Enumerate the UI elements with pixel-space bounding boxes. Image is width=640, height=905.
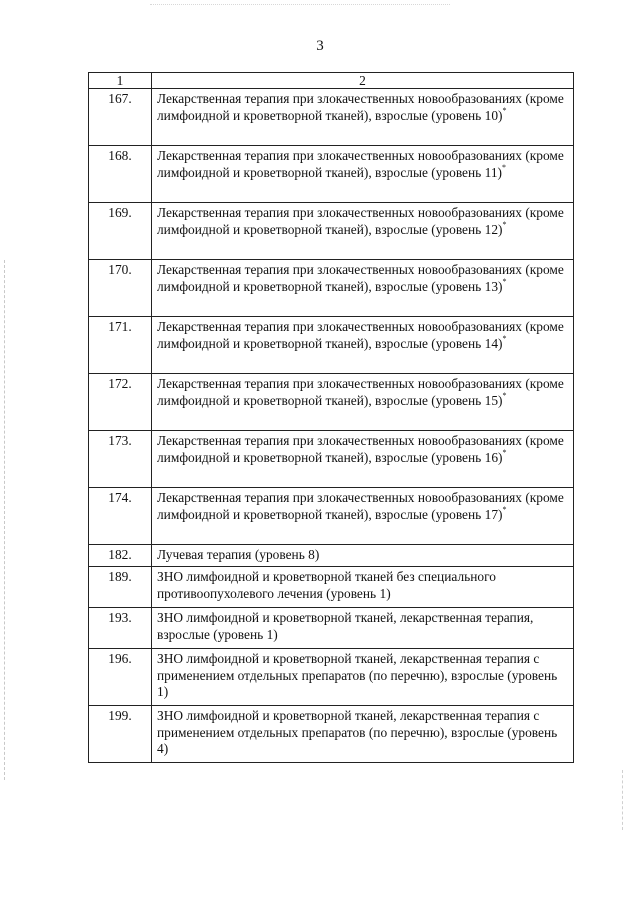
table-row: [89, 260, 574, 317]
row-description: [152, 260, 574, 317]
row-number: 172.: [89, 374, 152, 431]
table-row: [89, 545, 574, 567]
row-text: Лекарственная терапия при злокачественных новообразованиях (кроме лимфоидной и кроветворной тканей), взрослые (уровень 11): [157, 148, 564, 180]
table-header-row: [89, 73, 574, 89]
table-row: [89, 567, 574, 608]
table-row: [89, 146, 574, 203]
row-description: [152, 488, 574, 545]
footnote-mark: *: [501, 163, 506, 173]
scan-artifact: [150, 4, 450, 6]
row-description: [152, 706, 574, 763]
footnote-mark: *: [502, 220, 507, 230]
table-row: [89, 608, 574, 649]
row-text: Лекарственная терапия при злокачественных новообразованиях (кроме лимфоидной и кроветворной тканей), взрослые (уровень 16): [157, 433, 564, 465]
row-number: 174.: [89, 488, 152, 545]
row-number: 182.: [89, 545, 152, 567]
scan-margin-artifact: [622, 770, 624, 830]
row-number: 170.: [89, 260, 152, 317]
row-description: [152, 374, 574, 431]
row-description: [152, 146, 574, 203]
row-text: ЗНО лимфоидной и кроветворной тканей, лекарственная терапия с применением отдельных препаратов (по перечню), взрослые (уровень 4): [157, 708, 558, 756]
table-row: [89, 374, 574, 431]
row-text: Лекарственная терапия при злокачественных новообразованиях (кроме лимфоидной и кроветворной тканей), взрослые (уровень 13): [157, 262, 564, 294]
table-row: [89, 317, 574, 374]
table-row: [89, 649, 574, 706]
table-row: [89, 203, 574, 260]
document-table: [88, 72, 574, 763]
row-number: 199.: [89, 706, 152, 763]
table-row: [89, 706, 574, 763]
row-description: [152, 567, 574, 608]
row-number: 167.: [89, 89, 152, 146]
row-text: Лекарственная терапия при злокачественных новообразованиях (кроме лимфоидной и кроветворной тканей), взрослые (уровень 10): [157, 91, 564, 123]
row-description: [152, 317, 574, 374]
footnote-mark: *: [502, 505, 507, 515]
row-number: 173.: [89, 431, 152, 488]
row-description: [152, 203, 574, 260]
row-number: 189.: [89, 567, 152, 608]
footnote-mark: *: [502, 448, 507, 458]
row-text: ЗНО лимфоидной и кроветворной тканей, лекарственная терапия, взрослые (уровень 1): [157, 610, 534, 642]
page-number: 3: [316, 38, 324, 54]
header-col-1: 1: [89, 73, 152, 89]
footnote-mark: *: [502, 277, 507, 287]
scan-margin-artifact: [4, 260, 6, 780]
row-text: ЗНО лимфоидной и кроветворной тканей, лекарственная терапия с применением отдельных препаратов (по перечню), взрослые (уровень 1): [157, 651, 558, 699]
footnote-mark: *: [502, 334, 507, 344]
row-description: [152, 608, 574, 649]
row-number: 169.: [89, 203, 152, 260]
table-row: [89, 89, 574, 146]
row-description: [152, 545, 574, 567]
row-text: Лучевая терапия (уровень 8): [157, 547, 320, 562]
header-col-2: 2: [152, 73, 574, 89]
row-description: [152, 431, 574, 488]
row-text: Лекарственная терапия при злокачественных новообразованиях (кроме лимфоидной и кроветворной тканей), взрослые (уровень 12): [157, 205, 564, 237]
row-text: Лекарственная терапия при злокачественных новообразованиях (кроме лимфоидной и кроветворной тканей), взрослые (уровень 17): [157, 490, 564, 522]
footnote-mark: *: [502, 106, 507, 116]
row-number: 171.: [89, 317, 152, 374]
row-number: 196.: [89, 649, 152, 706]
row-description: [152, 89, 574, 146]
row-text: ЗНО лимфоидной и кроветворной тканей без специального противоопухолевого лечения (уровень 1): [157, 569, 496, 601]
table-row: [89, 431, 574, 488]
footnote-mark: *: [502, 391, 507, 401]
row-number: 193.: [89, 608, 152, 649]
row-text: Лекарственная терапия при злокачественных новообразованиях (кроме лимфоидной и кроветворной тканей), взрослые (уровень 15): [157, 376, 564, 408]
row-text: Лекарственная терапия при злокачественных новообразованиях (кроме лимфоидной и кроветворной тканей), взрослые (уровень 14): [157, 319, 564, 351]
row-number: 168.: [89, 146, 152, 203]
table-row: [89, 488, 574, 545]
row-description: [152, 649, 574, 706]
